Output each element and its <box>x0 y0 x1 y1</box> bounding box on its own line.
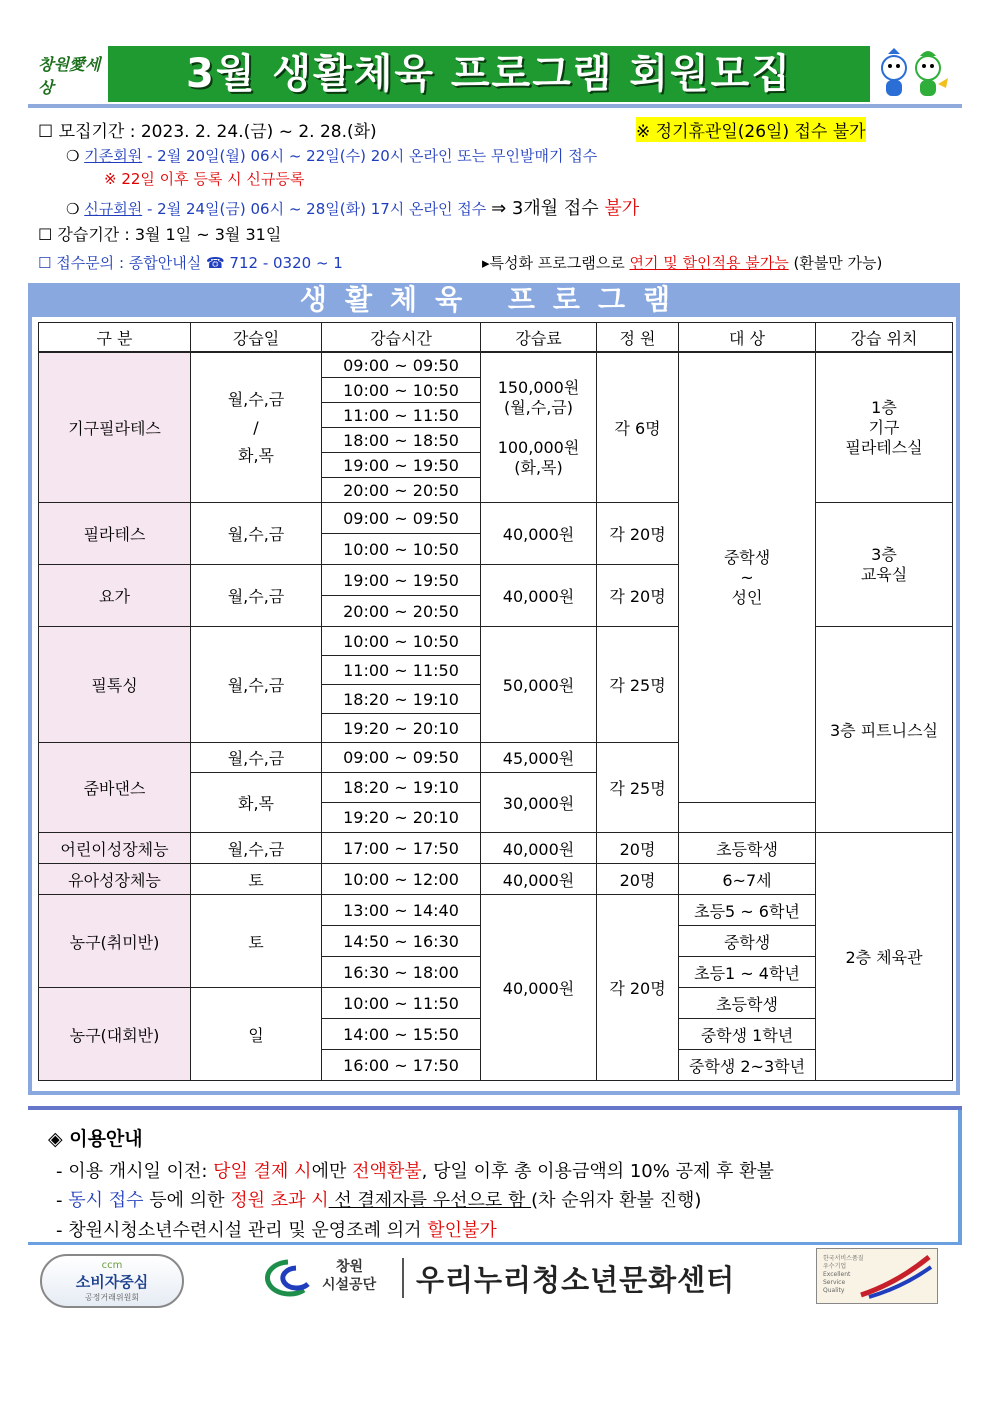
program-target: 초등1 ~ 4학년 <box>679 957 816 988</box>
program-name: 농구(취미반) <box>39 895 191 988</box>
info-side-border <box>958 1110 962 1242</box>
section-title: 생활체육 프로그램 <box>28 283 960 317</box>
table-row <box>39 503 953 534</box>
table-row <box>39 352 953 378</box>
info-text: (차 순위자 환불 진행) <box>531 1190 702 1211</box>
program-days: 월,수,금 <box>191 743 322 773</box>
program-time: 09:00 ~ 09:50 <box>322 503 481 534</box>
program-capacity: 각 6명 <box>597 352 679 503</box>
program-time: 20:00 ~ 20:50 <box>322 596 481 627</box>
program-fee: 40,000원 <box>481 503 597 565</box>
program-table <box>38 322 953 1081</box>
program-days: 토 <box>191 864 322 895</box>
program-capacity: 각 25명 <box>597 743 679 833</box>
program-target: 초등5 ~ 6학년 <box>679 895 816 926</box>
info-text: - <box>56 1190 69 1211</box>
program-capacity: 각 20명 <box>597 565 679 627</box>
program-target: 중학생 <box>679 926 816 957</box>
bullet-icon: ❍ <box>66 147 80 165</box>
program-fee: 150,000원 (월,수,금) 100,000원 (화,목) <box>481 352 597 503</box>
info-text: - 창원시청소년수련시설 관리 및 운영조례 의거 <box>56 1220 428 1241</box>
program-name: 농구(대회반) <box>39 988 191 1081</box>
table-row <box>39 627 953 656</box>
col-fee: 강습료 <box>481 323 597 353</box>
info-highlight: 할인불가 <box>427 1220 497 1241</box>
info-line-1 <box>56 1157 774 1183</box>
changwon-facility-name <box>322 1258 376 1294</box>
table-row <box>39 833 953 864</box>
info-divider <box>28 1106 962 1110</box>
program-days: 월,수,금 <box>191 565 322 627</box>
special-program-note <box>482 252 882 273</box>
info-highlight: 당일 결제 시 <box>213 1161 312 1182</box>
col-category: 구 분 <box>39 323 191 353</box>
program-days: 월,수,금 / 화,목 <box>191 352 322 503</box>
program-name: 필톡싱 <box>39 627 191 743</box>
center-name: 우리누리청소년문화센터 <box>416 1263 736 1297</box>
program-name: 기구필라테스 <box>39 352 191 503</box>
program-name: 줌바댄스 <box>39 743 191 833</box>
program-time: 09:00 ~ 09:50 <box>322 743 481 773</box>
program-time: 13:00 ~ 14:40 <box>322 895 481 926</box>
program-days: 토 <box>191 895 322 988</box>
ksq-certification-logo <box>816 1248 938 1304</box>
new-member-arrow: ⇒ 3개월 접수 <box>491 198 605 219</box>
program-time: 10:00 ~ 12:00 <box>322 864 481 895</box>
info-text: - 이용 개시일 이전: <box>56 1161 214 1182</box>
info-highlight: 동시 접수 <box>68 1190 144 1211</box>
program-time: 14:50 ~ 16:30 <box>322 926 481 957</box>
table-header-row <box>39 323 953 353</box>
program-fee: 45,000원 <box>481 743 597 773</box>
program-target: 중학생 2~3학년 <box>679 1050 816 1081</box>
program-capacity: 각 20명 <box>597 895 679 1081</box>
col-target: 대 상 <box>679 323 816 353</box>
program-time: 10:00 ~ 10:50 <box>322 378 481 403</box>
bullet-icon: ❍ <box>66 200 80 218</box>
recruit-period: ☐ 모집기간 : 2023. 2. 24.(금) ~ 2. 28.(화) <box>38 122 377 142</box>
program-target: 중학생 ~ 성인 <box>679 352 816 803</box>
program-location: 1층 기구 필라테스실 <box>816 352 953 503</box>
program-fee: 40,000원 <box>481 833 597 864</box>
info-text: 선 결제자를 우선으로 함 <box>328 1190 532 1211</box>
program-days: 월,수,금 <box>191 833 322 864</box>
program-name: 어린이성장체능 <box>39 833 191 864</box>
new-member-unavailable: 불가 <box>604 198 640 219</box>
program-name: 필라테스 <box>39 503 191 565</box>
cw-line2: 시설공단 <box>322 1277 377 1293</box>
info-heading: ◈ 이용안내 <box>48 1128 143 1150</box>
program-time: 19:00 ~ 19:50 <box>322 565 481 596</box>
program-target: 초등학생 <box>679 988 816 1019</box>
program-location: 3층 교육실 <box>816 503 953 627</box>
existing-member-text: - 2월 20일(월) 06시 ~ 22일(수) 20시 온라인 또는 무인발매기 접수 <box>142 147 598 165</box>
info-text: 등에 의한 <box>143 1190 231 1211</box>
program-fee: 40,000원 <box>481 895 597 1081</box>
info-line-3 <box>56 1216 497 1242</box>
inquiry-line: ☐ 접수문의 : 종합안내실 ☎ 712 - 0320 ~ 1 <box>38 254 343 272</box>
footer-divider <box>28 1242 962 1245</box>
program-time: 17:00 ~ 17:50 <box>322 833 481 864</box>
program-time: 18:00 ~ 18:50 <box>322 428 481 453</box>
ccm-main: 소비자중심 <box>75 1273 149 1291</box>
ksq-text: 한국서비스품질 우수기업 Excellent Service Quality <box>823 1255 864 1294</box>
program-days: 월,수,금 <box>191 627 322 743</box>
program-capacity: 각 20명 <box>597 503 679 565</box>
footer-vertical-divider <box>402 1258 404 1298</box>
existing-member-line <box>66 145 597 166</box>
program-name: 요가 <box>39 565 191 627</box>
program-capacity: 20명 <box>597 864 679 895</box>
program-time: 10:00 ~ 11:50 <box>322 988 481 1019</box>
program-days: 화,목 <box>191 773 322 833</box>
program-fee: 40,000원 <box>481 864 597 895</box>
program-time: 10:00 ~ 10:50 <box>322 534 481 565</box>
page-title: 3월 생활체육 프로그램 회원모집 <box>108 46 870 102</box>
program-time: 11:00 ~ 11:50 <box>322 403 481 428</box>
ccm-sub: 공정거래위원회 <box>84 1293 140 1302</box>
table-row <box>39 895 953 926</box>
program-time: 19:00 ~ 19:50 <box>322 453 481 478</box>
program-time: 11:00 ~ 11:50 <box>322 656 481 685</box>
table-row <box>39 864 953 895</box>
new-member-text: - 2월 24일(금) 06시 ~ 28일(화) 17시 온라인 접수 <box>142 200 487 218</box>
new-member-label: 신규회원 <box>84 200 143 218</box>
program-time: 16:30 ~ 18:00 <box>322 957 481 988</box>
existing-member-note: ※ 22일 이후 등록 시 신규등록 <box>104 170 305 188</box>
col-capacity: 정 원 <box>597 323 679 353</box>
program-location: 3층 피트니스실 <box>816 627 953 833</box>
info-line-2 <box>56 1186 701 1212</box>
program-target: 6~7세 <box>679 864 816 895</box>
program-fee: 50,000원 <box>481 627 597 743</box>
special-suffix: (환불만 가능) <box>788 254 883 272</box>
city-logo: 창원愛세상 <box>38 55 101 97</box>
program-target: 중학생 1학년 <box>679 1019 816 1050</box>
program-time: 19:20 ~ 20:10 <box>322 803 481 833</box>
program-time: 09:00 ~ 09:50 <box>322 352 481 378</box>
col-location: 강습 위치 <box>816 323 953 353</box>
col-days: 강습일 <box>191 323 322 353</box>
program-target: 초등학생 <box>679 833 816 864</box>
program-capacity: 20명 <box>597 833 679 864</box>
program-capacity: 각 25명 <box>597 627 679 743</box>
program-location: 2층 체육관 <box>816 833 953 1081</box>
new-member-line <box>66 194 639 220</box>
program-time: 19:20 ~ 20:10 <box>322 714 481 743</box>
program-fee: 30,000원 <box>481 773 597 833</box>
col-time: 강습시간 <box>322 323 481 353</box>
program-time: 16:00 ~ 17:50 <box>322 1050 481 1081</box>
program-time: 18:20 ~ 19:10 <box>322 773 481 803</box>
special-red: 연기 및 할인적용 불가능 <box>629 254 789 272</box>
ccm-logo <box>40 1254 184 1308</box>
closed-notice: ※ 정기휴관일(26일) 접수 불가 <box>636 117 866 142</box>
ccm-top: ccm <box>101 1260 123 1271</box>
info-highlight: 전액환불 <box>352 1161 422 1182</box>
program-fee: 40,000원 <box>481 565 597 627</box>
program-time: 14:00 ~ 15:50 <box>322 1019 481 1050</box>
mascot-icon <box>876 48 956 102</box>
program-time: 18:20 ~ 19:10 <box>322 685 481 714</box>
program-days: 일 <box>191 988 322 1081</box>
info-text: , 당일 이후 총 이용금액의 10% 공제 후 환불 <box>421 1161 774 1182</box>
program-time: 20:00 ~ 20:50 <box>322 478 481 503</box>
program-time: 10:00 ~ 10:50 <box>322 627 481 656</box>
class-period: ☐ 강습기간 : 3월 1일 ~ 3월 31일 <box>38 225 282 244</box>
existing-member-label: 기존회원 <box>84 147 143 165</box>
special-prefix: ▸특성화 프로그램으로 <box>482 254 630 272</box>
info-highlight: 정원 초과 시 <box>230 1190 329 1211</box>
header-divider <box>28 104 962 108</box>
program-days: 월,수,금 <box>191 503 322 565</box>
program-name: 유아성장체능 <box>39 864 191 895</box>
info-text: 에만 <box>311 1161 353 1182</box>
cw-line1: 창원 <box>336 1259 364 1275</box>
